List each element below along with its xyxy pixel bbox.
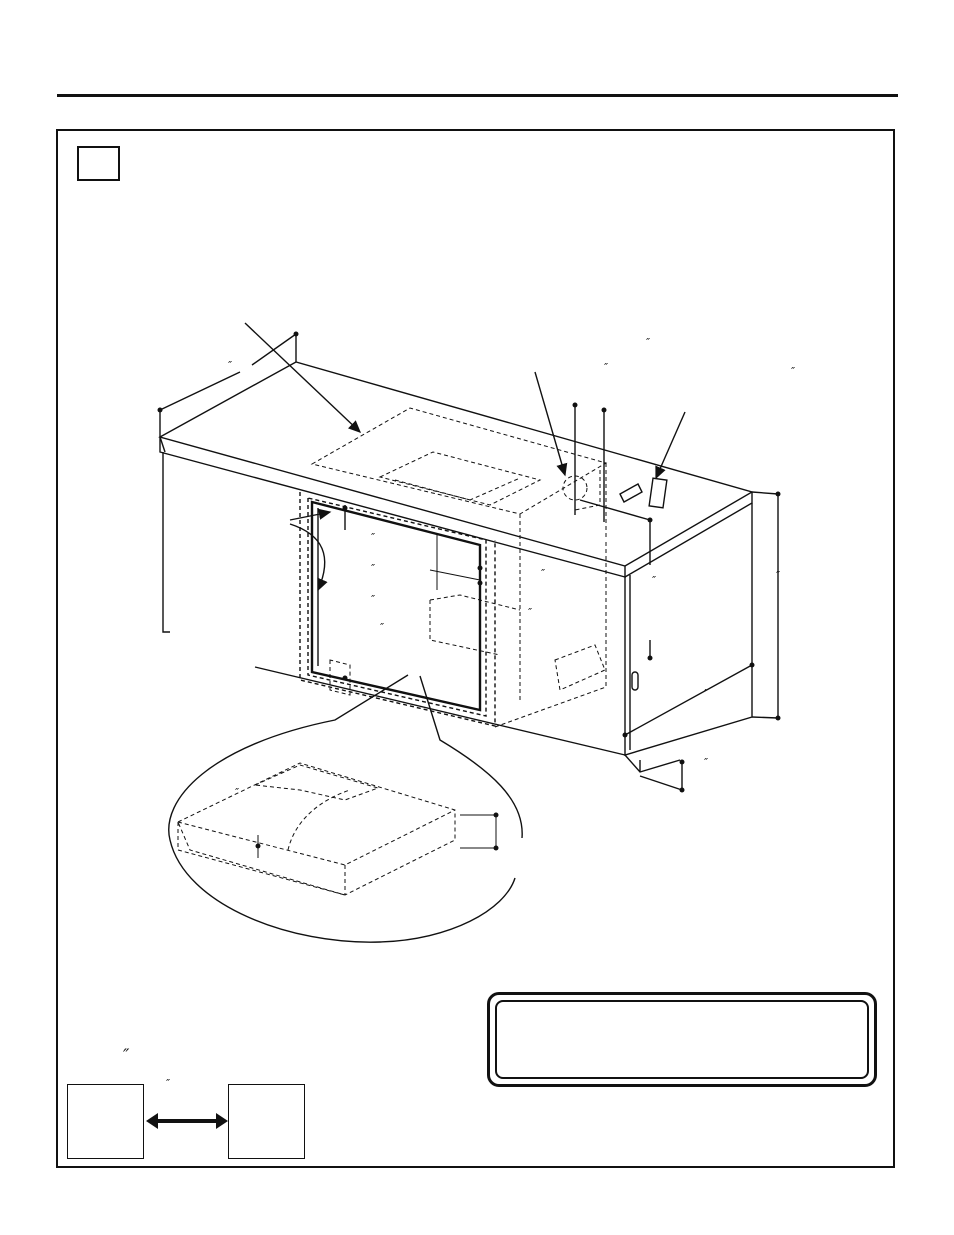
double-arrow-icon bbox=[146, 1113, 228, 1129]
dim-mark: ″ bbox=[776, 569, 781, 582]
dim-mark: ″ bbox=[371, 562, 376, 575]
dim-mark: ″ bbox=[235, 786, 240, 799]
note-box-inner-border bbox=[495, 1000, 869, 1079]
detail-tray bbox=[178, 763, 455, 895]
electrical-outlet bbox=[649, 478, 667, 508]
countertop-right-edge bbox=[625, 492, 752, 577]
clearance-box-left bbox=[67, 1084, 144, 1159]
dim-mark: ″ bbox=[371, 593, 376, 606]
note-box bbox=[487, 992, 877, 1087]
cabinet-left-side bbox=[163, 452, 170, 632]
dim-mark: ″ bbox=[652, 574, 657, 587]
dim-mark: ″ bbox=[528, 606, 533, 619]
clearance-box-right bbox=[228, 1084, 305, 1159]
countertop-front-edge bbox=[160, 437, 625, 580]
dim-mark: ″ bbox=[541, 567, 546, 580]
dim-mark: ″ bbox=[380, 621, 385, 634]
leader-clearance-1 bbox=[290, 512, 330, 520]
dim-mark: ″ bbox=[704, 756, 709, 769]
countertop-top bbox=[160, 359, 752, 566]
cabinet-base-line bbox=[255, 667, 625, 755]
dim-mark: ″ bbox=[646, 336, 651, 349]
conduit-pipe bbox=[620, 484, 642, 502]
dim-mark-large: ″ bbox=[123, 1046, 130, 1066]
leader-gas bbox=[535, 372, 565, 475]
dim-mark: ″ bbox=[228, 359, 233, 372]
dim-mark: ″ bbox=[704, 687, 709, 700]
detail-callout-bubble bbox=[169, 675, 522, 942]
oven-top-outline bbox=[312, 408, 606, 514]
dim-mark: ″ bbox=[371, 531, 376, 544]
dim-mark: ″ bbox=[166, 1077, 171, 1090]
leader-cutout bbox=[245, 323, 360, 432]
dim-mark: ″ bbox=[604, 361, 609, 374]
cabinet-toe-kick bbox=[625, 755, 680, 772]
dim-mark: ″ bbox=[791, 365, 796, 378]
